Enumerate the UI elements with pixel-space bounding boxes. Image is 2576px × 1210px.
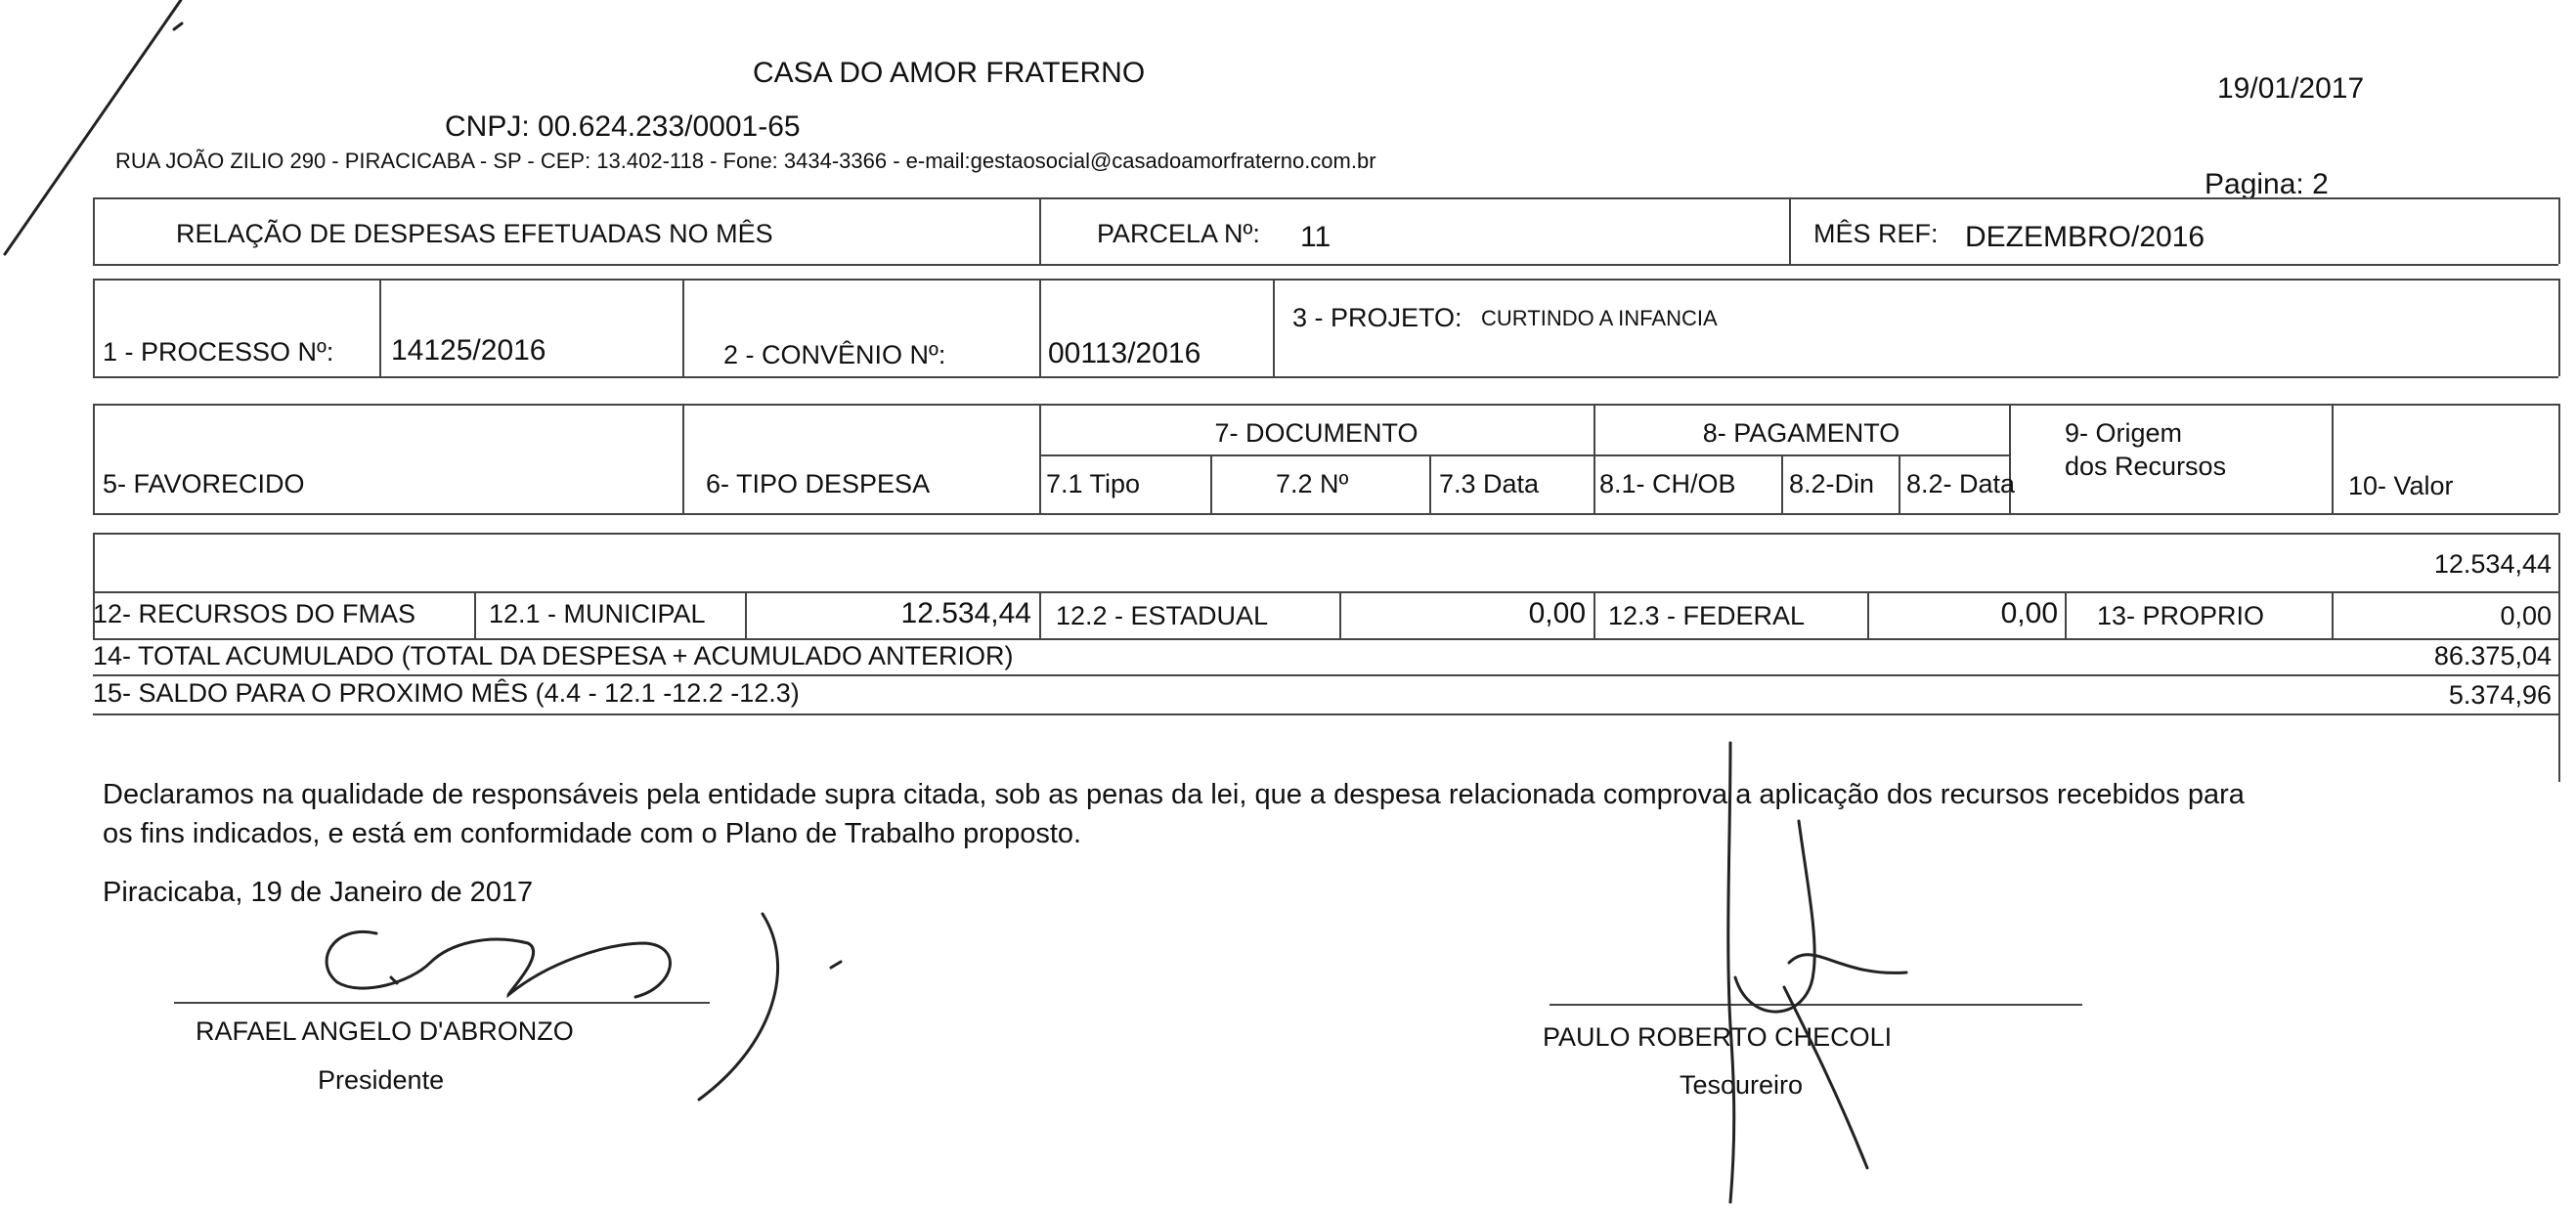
mes-ref-value: DEZEMBRO/2016	[1965, 221, 2205, 253]
col-documento: 7- DOCUMENTO	[1214, 418, 1419, 448]
signer-2-name: PAULO ROBERTO CHECOLI	[1543, 1022, 1893, 1052]
org-name: CASA DO AMOR FRATERNO	[753, 57, 1146, 89]
declaration-line-2: os fins indicados, e está em conformidade com o Plano de Trabalho proposto.	[103, 818, 1082, 849]
proprio-label: 13- PROPRIO	[2097, 601, 2265, 630]
processo-value: 14125/2016	[391, 334, 546, 367]
convenio-value: 00113/2016	[1048, 337, 1201, 369]
projeto-label: 3 - PROJETO:	[1292, 303, 1463, 332]
municipal-label: 12.1 - MUNICIPAL	[489, 599, 706, 628]
col-pag-ch: 8.1- CH/OB	[1599, 469, 1736, 498]
col-origem-2: dos Recursos	[2065, 452, 2227, 481]
federal-label: 12.3 - FEDERAL	[1608, 601, 1806, 630]
margin-mark	[5, 0, 181, 254]
cnpj: CNPJ: 00.624.233/0001-65	[445, 110, 801, 143]
processo-label: 1 - PROCESSO Nº:	[103, 337, 334, 367]
estadual-label: 12.2 - ESTADUAL	[1056, 601, 1269, 630]
col-valor: 10- Valor	[2348, 471, 2454, 500]
estadual-value: 0,00	[1528, 597, 1586, 629]
col-doc-data: 7.3 Data	[1439, 469, 1540, 498]
saldo-value: 5.374,96	[2448, 680, 2552, 710]
acumulado-label: 14- TOTAL ACUMULADO (TOTAL DA DESPESA + ACUMULADO ANTERIOR)	[93, 641, 1014, 670]
parcela-value: 11	[1300, 221, 1332, 253]
report-title: RELAÇÃO DE DESPESAS EFETUADAS NO MÊS	[176, 219, 773, 248]
col-pag-din: 8.2-Din	[1789, 469, 1875, 498]
col-origem: 9- Origem	[2065, 418, 2183, 448]
declaration-line-1: Declaramos na qualidade de responsáveis pela entidade supra citada, sob as penas da lei, que a despesa relacionada comprova a aplicação dos recursos recebidos para	[103, 779, 2245, 810]
mes-ref-label: MÊS REF:	[1813, 219, 1939, 248]
address: RUA JOÃO ZILIO 290 - PIRACICABA - SP - CEP: 13.402-118 - Fone: 3434-3366 - e-mail:gestaosocial@casadoamorfraterno.com.br	[115, 149, 1376, 173]
document-date: 19/01/2017	[2217, 72, 2365, 105]
page-number: Pagina: 2	[2205, 168, 2329, 200]
col-doc-num: 7.2 Nº	[1276, 469, 1349, 498]
signer-1-role: Presidente	[318, 1065, 445, 1095]
saldo-label: 15- SALDO PARA O PROXIMO MÊS (4.4 - 12.1 -12.2 -12.3)	[93, 678, 800, 708]
proprio-value: 0,00	[2500, 601, 2552, 630]
convenio-label: 2 - CONVÊNIO Nº:	[723, 340, 946, 369]
signer-1-name: RAFAEL ANGELO D'ABRONZO	[196, 1016, 574, 1046]
parcela-label: PARCELA Nº:	[1097, 219, 1260, 248]
place-date: Piracicaba, 19 de Janeiro de 2017	[103, 877, 534, 908]
signer-2-role: Tesoureiro	[1680, 1070, 1804, 1100]
recursos-label: 12- RECURSOS DO FMAS	[93, 599, 416, 628]
col-doc-tipo: 7.1 Tipo	[1046, 469, 1141, 498]
municipal-value: 12.534,44	[900, 597, 1031, 629]
acumulado-value: 86.375,04	[2433, 641, 2552, 670]
col-pagamento: 8- PAGAMENTO	[1702, 418, 1900, 448]
col-pag-data: 8.2- Data	[1906, 469, 2016, 498]
signature-right	[1728, 743, 1734, 1202]
projeto-value: CURTINDO A INFANCIA	[1481, 306, 1718, 330]
total-despesa-value: 12.534,44	[2433, 549, 2552, 579]
signature-left	[327, 931, 670, 997]
col-tipo-despesa: 6- TIPO DESPESA	[706, 469, 931, 498]
federal-value: 0,00	[2000, 597, 2058, 629]
col-favorecido: 5- FAVORECIDO	[103, 469, 305, 498]
